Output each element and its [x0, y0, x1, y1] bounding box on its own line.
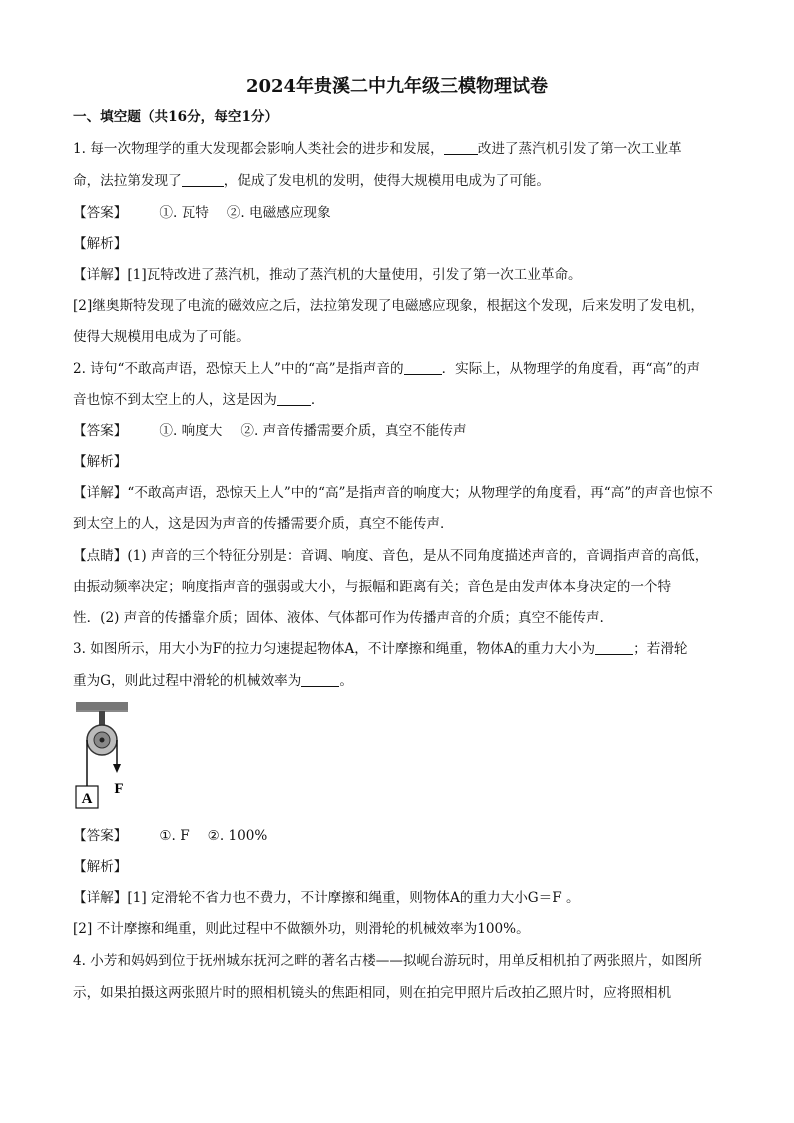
detail-3-line-1: 【详解】[1] 定滑轮不省力也不费力，不计摩擦和绳重，则物体A的重力大小G＝F 。 [73, 890, 580, 906]
detail-3-line-2: [2] 不计摩擦和绳重，则此过程中不做额外功，则滑轮的机械效率为100%。 [73, 921, 530, 937]
detail-2-line-2: 到太空上的人，这是因为声音的传播需要介质，真空不能传声． [73, 516, 454, 532]
question-4-line-1: 4. 小芳和妈妈到位于抚州城东抚河之畔的著名古楼——拟岘台游玩时，用单反相机拍了两张照片，如图所 [73, 953, 703, 969]
answer-blank [182, 172, 224, 187]
ceiling-support [76, 702, 128, 710]
section-heading: 一、填空题（共16分，每空1分） [73, 109, 279, 125]
answer-blank [444, 140, 478, 155]
block-a-label: A [81, 791, 93, 807]
analysis-label-2: 【解析】 [73, 454, 128, 470]
tip-2-line-2: 由振动频率决定；响度指声音的强弱或大小，与振幅和距离有关；音色是由发声体本身决定的一个特 [73, 579, 672, 595]
answer-blank [277, 391, 311, 406]
answer-blank [404, 360, 442, 375]
force-arrow-icon [113, 764, 121, 773]
question-3-line-2: 重为G，则此过程中滑轮的机械效率为 。 [73, 673, 353, 689]
question-1-line-1: 1. 每一次物理学的重大发现都会影响人类社会的进步和发展， 改进了蒸汽机引发了第一次工业革 [73, 141, 682, 157]
answer-blank [595, 640, 633, 655]
tip-2-line-1: 【点睛】(1) 声音的三个特征分别是：音调、响度、音色，是从不同角度描述声音的，音调指声音的高低， [73, 548, 709, 564]
detail-1-line-2: [2]继奥斯特发现了电流的磁效应之后，法拉第发现了电磁感应现象，根据这个发现，后来发明了发电机， [73, 298, 704, 314]
force-label: F [114, 781, 124, 797]
question-4-line-2: 示，如果拍摄这两张照片时的照相机镜头的焦距相同，则在拍完甲照片后改拍乙照片时，应将照相机 [73, 985, 672, 1001]
tip-2-line-3: 性．(2) 声音的传播靠介质；固体、液体、气体都可作为传播声音的介质；真空不能传声. [73, 610, 604, 626]
question-3-line-1: 3. 如图所示，用大小为F的拉力匀速提起物体A，不计摩擦和绳重，物体A的重力大小为 ；若滑轮 [73, 641, 688, 657]
pulley-figure [73, 700, 143, 812]
question-1-line-2: 命，法拉第发现了 ，促成了发电机的发明，使得大规模用电成为了可能。 [73, 173, 550, 189]
detail-2-line-1: 【详解】“不敢高声语，恐惊天上人”中的“高”是指声音的响度大；从物理学的角度看，再“高”的声音也惊不 [73, 485, 713, 501]
question-2-line-1: 2. 诗句“不敢高声语，恐惊天上人”中的“高”是指声音的 ．实际上，从物理学的角度看，再“高”的声 [73, 361, 701, 377]
detail-1-line-3: 使得大规模用电成为了可能。 [73, 329, 250, 345]
analysis-label-1: 【解析】 [73, 236, 128, 252]
answer-row-2: 【答案】 ①. 响度大 ②. 声音传播需要介质，真空不能传声 [73, 423, 467, 439]
question-2-line-2: 音也惊不到太空上的人，这是因为 ． [73, 392, 325, 408]
page-title: 2024年贵溪二中九年级三模物理试卷 [245, 76, 549, 97]
answer-row-1: 【答案】 ①. 瓦特 ②. 电磁感应现象 [73, 205, 331, 221]
answer-blank [301, 672, 339, 687]
answer-row-3: 【答案】 ①. F ②. 100% [73, 828, 268, 844]
detail-1-line-1: 【详解】[1]瓦特改进了蒸汽机，推动了蒸汽机的大量使用，引发了第一次工业革命。 [73, 267, 582, 283]
analysis-label-3: 【解析】 [73, 859, 128, 875]
